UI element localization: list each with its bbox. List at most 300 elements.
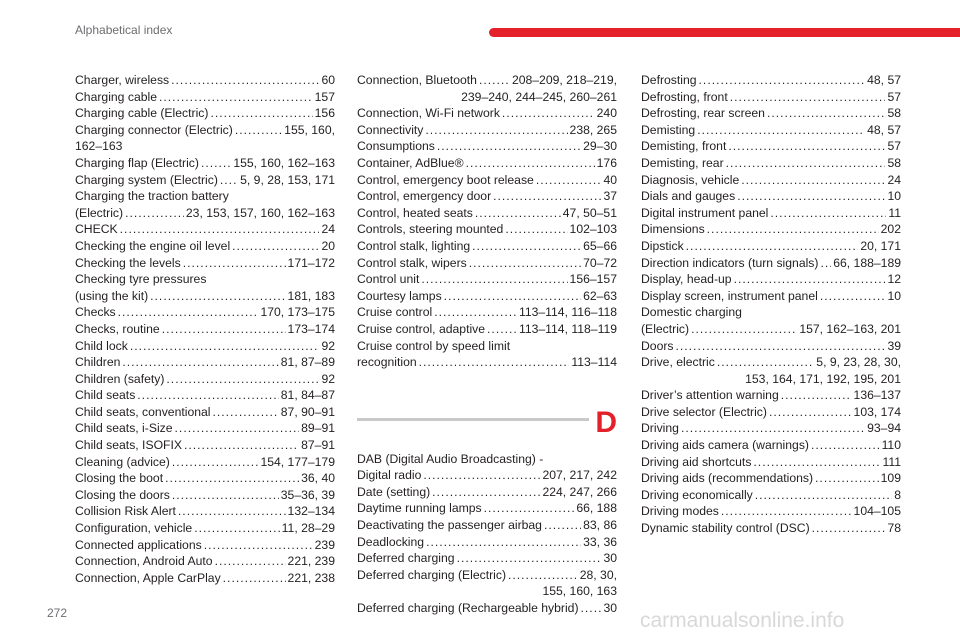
index-term: Driving modes xyxy=(641,504,719,519)
page-references[interactable]: 113–114, 116–118 xyxy=(518,305,617,320)
page-references[interactable]: 208–209, 218–219, xyxy=(511,73,617,87)
index-term: Dipstick xyxy=(641,238,684,253)
index-entry-line xyxy=(641,105,901,122)
dot-leader xyxy=(213,404,279,421)
index-entry-line xyxy=(75,570,335,587)
dot-leader xyxy=(755,487,892,504)
page-references[interactable]: 24 xyxy=(887,172,901,187)
index-entry-line xyxy=(75,387,335,404)
dot-leader xyxy=(223,570,286,587)
page-references[interactable]: 48, 57 xyxy=(867,73,901,87)
section-letter: D xyxy=(589,407,617,439)
dot-leader xyxy=(728,138,885,155)
index-term: Deferred charging (Electric) xyxy=(357,567,507,582)
dot-leader xyxy=(120,221,320,238)
page-references[interactable]: 132–134 xyxy=(287,504,335,519)
index-entry-line xyxy=(641,487,901,504)
index-entry xyxy=(641,255,901,272)
dot-leader xyxy=(697,122,865,139)
page-references[interactable]: 221, 239 xyxy=(287,554,335,569)
index-entry-line xyxy=(75,537,335,554)
page-references[interactable]: 89–91 xyxy=(301,421,335,436)
index-entry xyxy=(357,238,617,255)
page-references[interactable]: 111 xyxy=(882,454,901,469)
page-references[interactable]: 57 xyxy=(887,89,901,104)
dot-leader xyxy=(118,304,259,321)
index-entry xyxy=(641,221,901,238)
index-entry-line xyxy=(641,387,901,404)
index-entry xyxy=(75,371,335,388)
dot-leader xyxy=(125,205,184,222)
dot-leader xyxy=(232,238,319,255)
index-entry xyxy=(75,454,335,471)
index-entry-line xyxy=(75,371,335,388)
index-entry xyxy=(641,437,901,454)
index-term: Charger, wireless xyxy=(75,73,170,87)
page-references[interactable]: 20, 171 xyxy=(860,238,901,253)
index-term: recognition xyxy=(357,355,417,370)
page-references[interactable]: 202 xyxy=(880,222,901,237)
page-references[interactable]: 37 xyxy=(603,189,617,204)
index-entry-line xyxy=(357,321,617,338)
page-references[interactable]: 157 xyxy=(314,89,335,104)
page-references[interactable]: 239 xyxy=(314,537,335,552)
page-references[interactable]: 10 xyxy=(887,288,901,303)
dot-leader xyxy=(812,520,886,537)
index-entry xyxy=(357,255,617,272)
page-references[interactable]: 155, 160, 162–163 xyxy=(233,155,335,170)
page-references[interactable]: 156–157 xyxy=(569,272,617,287)
dot-leader xyxy=(707,221,879,238)
index-entry xyxy=(75,487,335,504)
page-references[interactable]: 240 xyxy=(596,106,617,121)
index-term: Children (safety) xyxy=(75,371,165,386)
index-entry xyxy=(357,221,617,238)
dot-leader xyxy=(437,138,581,155)
index-term: Deactivating the passenger airbag xyxy=(357,518,542,533)
page-references[interactable]: 113–114, 118–119 xyxy=(518,321,617,336)
dot-leader xyxy=(699,72,866,89)
index-term: Control, heated seats xyxy=(357,205,473,220)
page-references[interactable]: 93–94 xyxy=(867,421,901,436)
index-entry-line xyxy=(75,205,335,222)
index-entry-line xyxy=(641,255,901,272)
index-entry xyxy=(75,553,335,570)
dot-leader xyxy=(421,271,567,288)
index-term: Charging connector (Electric) xyxy=(75,122,233,137)
index-term: Controls, steering mounted xyxy=(357,222,504,237)
dot-leader xyxy=(175,420,300,437)
index-entry-line xyxy=(75,420,335,437)
index-entry xyxy=(641,89,901,106)
index-term: Defrosting xyxy=(641,73,697,87)
index-entry xyxy=(641,487,901,504)
index-term: Demisting, front xyxy=(641,139,727,154)
dot-leader xyxy=(423,467,540,484)
dot-leader xyxy=(686,238,859,255)
index-entry-line xyxy=(357,467,617,484)
index-entry-line xyxy=(75,304,335,321)
index-term: Control stalk, wipers xyxy=(357,255,467,270)
index-entry xyxy=(357,600,617,617)
index-entry xyxy=(641,454,901,471)
index-entry-line xyxy=(641,354,901,371)
page-references[interactable]: 5, 9, 23, 28, 30, xyxy=(816,355,901,370)
index-entry xyxy=(75,338,335,355)
index-entry-line xyxy=(357,122,617,139)
index-entry-line xyxy=(641,122,901,139)
index-entry xyxy=(75,271,335,304)
index-entry xyxy=(357,517,617,534)
dot-leader xyxy=(178,503,286,520)
index-term: Driving aids camera (warnings) xyxy=(641,438,809,453)
index-term: Charging system (Electric) xyxy=(75,172,218,187)
page-references[interactable]: 48, 57 xyxy=(867,122,901,137)
page-references[interactable]: 11 xyxy=(888,205,901,220)
index-entry xyxy=(641,404,901,421)
dot-leader xyxy=(159,89,313,106)
index-entry-line xyxy=(357,517,617,534)
dot-leader xyxy=(815,470,879,487)
dot-leader xyxy=(769,404,852,421)
page-references[interactable]: 109 xyxy=(880,471,901,486)
index-term: Checking the engine oil level xyxy=(75,238,231,253)
index-term: Driving xyxy=(641,421,679,436)
page-references[interactable]: 11, 28–29 xyxy=(281,521,335,536)
page-references[interactable]: 176 xyxy=(596,155,617,170)
index-entry-line xyxy=(641,520,901,537)
index-term: Children xyxy=(75,355,121,370)
page-references[interactable]: 173–174 xyxy=(287,321,335,336)
watermark: carmanualsonline.info xyxy=(640,609,845,632)
index-entry-line xyxy=(641,454,901,471)
index-entry-line xyxy=(75,503,335,520)
index-term: Driving economically xyxy=(641,487,753,502)
index-entry xyxy=(641,172,901,189)
section-divider xyxy=(357,418,617,421)
index-entry xyxy=(357,338,617,371)
index-entry-line xyxy=(75,221,335,238)
index-term: Date (setting) xyxy=(357,484,431,499)
index-term: Container, AdBlue® xyxy=(357,155,464,170)
index-entry-line xyxy=(357,567,617,584)
index-entry xyxy=(357,105,617,122)
index-term: (Electric) xyxy=(75,205,124,220)
page-references[interactable]: 24 xyxy=(321,222,335,237)
page-references[interactable]: 57 xyxy=(887,139,901,154)
index-term: Dimensions xyxy=(641,222,705,237)
index-entry-line xyxy=(641,420,901,437)
page-references[interactable]: 30 xyxy=(603,551,617,566)
index-term: Defrosting, front xyxy=(641,89,728,104)
index-term: Checks, routine xyxy=(75,321,160,336)
index-entry-line xyxy=(641,188,901,205)
page-references[interactable]: 70–72 xyxy=(583,255,617,270)
index-term: Direction indicators (turn signals) xyxy=(641,255,819,270)
page-references[interactable]: 36, 40 xyxy=(301,471,335,486)
dot-leader xyxy=(194,520,279,537)
index-entry xyxy=(641,354,901,387)
page-references[interactable]: 170, 173–175 xyxy=(260,305,335,320)
dot-leader xyxy=(753,454,880,471)
page-references[interactable]: 33, 36 xyxy=(583,534,617,549)
index-term: Dynamic stability control (DSC) xyxy=(641,521,810,536)
dot-leader xyxy=(505,221,567,238)
index-entry xyxy=(641,188,901,205)
page-references[interactable]: 10 xyxy=(887,189,901,204)
index-entry-line xyxy=(75,354,335,371)
index-column-3 xyxy=(641,72,901,537)
index-entry xyxy=(75,420,335,437)
dot-leader xyxy=(432,484,540,501)
index-term: (using the kit) xyxy=(75,288,149,303)
index-term: Digital radio xyxy=(357,468,422,483)
index-entry xyxy=(75,105,335,122)
index-entry xyxy=(75,72,335,89)
index-entry-line xyxy=(75,437,335,454)
dot-leader xyxy=(717,354,814,371)
index-entry-line xyxy=(357,221,617,238)
page-references[interactable]: 171–172 xyxy=(287,255,335,270)
page-references-continued[interactable]: 239–240, 244–245, 260–261 xyxy=(461,89,617,104)
index-entry-line xyxy=(357,534,617,551)
dot-leader xyxy=(811,437,880,454)
index-term: Driving aid shortcuts xyxy=(641,454,752,469)
index-entry xyxy=(75,188,335,221)
dot-leader xyxy=(165,470,299,487)
page-references[interactable]: 104–105 xyxy=(853,504,901,519)
index-entry-line xyxy=(641,437,901,454)
index-entry xyxy=(357,205,617,222)
index-entry xyxy=(357,72,617,105)
dot-leader xyxy=(820,288,886,305)
dot-leader xyxy=(734,271,886,288)
index-entry-prefix: Checking tyre pressures xyxy=(75,272,207,287)
index-entry-line xyxy=(641,321,901,338)
index-entry-line xyxy=(357,138,617,155)
index-term: Child seats, conventional xyxy=(75,404,211,419)
page-references[interactable]: 62–63 xyxy=(583,288,617,303)
index-entry-line xyxy=(357,72,617,89)
page-references[interactable]: 92 xyxy=(321,371,335,386)
index-term: Child lock xyxy=(75,338,128,353)
index-entry-line xyxy=(641,72,901,89)
index-entry-line xyxy=(641,138,901,155)
index-entry-line xyxy=(357,600,617,617)
index-entry-line xyxy=(75,487,335,504)
page-references[interactable]: 28, 30, xyxy=(579,567,617,582)
index-term: Display screen, instrument panel xyxy=(641,288,818,303)
page-references-continued[interactable]: 155, 160, 163 xyxy=(542,584,617,599)
page-references[interactable]: 157, 162–163, 201 xyxy=(799,321,901,336)
dot-leader xyxy=(130,338,320,355)
page-references[interactable]: 224, 247, 266 xyxy=(542,484,617,499)
index-entry-prefix: Cruise control by speed limit xyxy=(357,338,511,353)
index-entry xyxy=(641,138,901,155)
page-references[interactable]: 221, 238 xyxy=(287,570,335,585)
dot-leader xyxy=(676,338,886,355)
index-term: Display, head-up xyxy=(641,272,732,287)
index-entry-line xyxy=(641,89,901,106)
index-term: Control, emergency boot release xyxy=(357,172,534,187)
dot-leader xyxy=(426,534,581,551)
dot-leader xyxy=(741,172,885,189)
index-entry xyxy=(357,534,617,551)
index-entry-line xyxy=(75,255,335,272)
index-term: Connectivity xyxy=(357,122,424,137)
page-references[interactable]: 20 xyxy=(321,238,335,253)
section-heading-d xyxy=(357,391,617,451)
index-term: Checks xyxy=(75,305,116,320)
page-references[interactable]: 83, 86 xyxy=(583,518,617,533)
index-entry-line xyxy=(641,155,901,172)
page-references[interactable]: 40 xyxy=(603,172,617,187)
page-references[interactable]: 156 xyxy=(314,106,335,121)
dot-leader xyxy=(493,188,601,205)
index-entry xyxy=(641,238,901,255)
index-term: Deferred charging (Rechargeable hybrid) xyxy=(357,601,579,616)
dot-leader xyxy=(726,155,886,172)
index-entry xyxy=(75,437,335,454)
header-title: Alphabetical index xyxy=(75,23,173,37)
dot-leader xyxy=(469,255,581,272)
index-entry xyxy=(641,122,901,139)
index-term: (Electric) xyxy=(641,321,690,336)
index-entry-line xyxy=(357,500,617,517)
index-entry xyxy=(357,271,617,288)
dot-leader xyxy=(419,354,570,371)
dot-leader xyxy=(220,172,238,189)
page-references-continued[interactable]: 162–163 xyxy=(75,139,123,154)
index-entry xyxy=(75,520,335,537)
index-entry-line xyxy=(75,238,335,255)
index-entry-line xyxy=(75,553,335,570)
dot-leader xyxy=(172,454,259,471)
index-entry xyxy=(641,72,901,89)
dot-leader xyxy=(184,437,299,454)
index-entry-line xyxy=(75,520,335,537)
index-entry xyxy=(641,470,901,487)
page-references[interactable]: 154, 177–179 xyxy=(260,454,335,469)
page-references[interactable]: 30 xyxy=(603,601,617,616)
page-references[interactable]: 5, 9, 28, 153, 171 xyxy=(240,172,335,187)
index-entry xyxy=(75,304,335,321)
index-entry xyxy=(357,451,617,484)
index-term: Child seats, ISOFIX xyxy=(75,438,183,453)
page-references[interactable]: 66, 188 xyxy=(576,501,617,516)
index-entry xyxy=(75,570,335,587)
page-references[interactable]: 87, 90–91 xyxy=(280,404,335,419)
index-term: Closing the doors xyxy=(75,487,170,502)
index-entry xyxy=(641,155,901,172)
page-references[interactable]: 66, 188–189 xyxy=(833,255,901,270)
page-references[interactable]: 29–30 xyxy=(583,139,617,154)
page-references[interactable]: 103, 174 xyxy=(853,404,901,419)
page-references[interactable]: 23, 153, 157, 160, 162–163 xyxy=(185,205,335,220)
index-entry xyxy=(641,338,901,355)
page-references[interactable]: 92 xyxy=(321,338,335,353)
page-references[interactable]: 47, 50–51 xyxy=(562,205,617,220)
page-references[interactable]: 110 xyxy=(881,438,901,453)
header-accent-bar xyxy=(489,28,960,37)
page-references[interactable]: 207, 217, 242 xyxy=(542,468,617,483)
index-term: Defrosting, rear screen xyxy=(641,106,765,121)
index-entry xyxy=(641,503,901,520)
page-references[interactable]: 35–36, 39 xyxy=(280,487,335,502)
dot-leader xyxy=(730,89,886,106)
index-entry xyxy=(357,288,617,305)
index-term: Dials and gauges xyxy=(641,189,736,204)
index-entry-line xyxy=(357,354,617,371)
index-entry-line xyxy=(357,205,617,222)
index-entry-line xyxy=(357,188,617,205)
index-entry-line xyxy=(75,155,335,172)
page-references[interactable]: 58 xyxy=(887,106,901,121)
index-entry xyxy=(357,188,617,205)
index-entry-line xyxy=(75,404,335,421)
page-references[interactable]: 8 xyxy=(894,487,901,502)
index-entry-line xyxy=(357,238,617,255)
page-references[interactable]: 102–103 xyxy=(569,222,617,237)
dot-leader xyxy=(484,500,575,517)
dot-leader xyxy=(162,321,286,338)
page-references[interactable]: 87–91 xyxy=(301,438,335,453)
dot-leader xyxy=(681,420,865,437)
index-term: Cruise control xyxy=(357,305,433,320)
page-references[interactable]: 65–66 xyxy=(583,238,617,253)
page-references[interactable]: 113–114 xyxy=(571,355,617,370)
page-references[interactable]: 60 xyxy=(321,73,335,87)
index-entry xyxy=(75,221,335,238)
index-entry xyxy=(75,321,335,338)
index-entry-line xyxy=(641,338,901,355)
index-entry-line xyxy=(75,105,335,122)
page-references[interactable]: 81, 87–89 xyxy=(280,355,335,370)
page-references[interactable]: 81, 84–87 xyxy=(280,388,335,403)
index-term: Control, emergency door xyxy=(357,189,492,204)
page-references[interactable]: 136–137 xyxy=(853,388,901,403)
dot-leader xyxy=(479,72,510,89)
page-references[interactable]: 181, 183 xyxy=(287,288,335,303)
page-references[interactable]: 155, 160, xyxy=(284,122,335,137)
dot-leader xyxy=(171,72,319,89)
index-term: Charging flap (Electric) xyxy=(75,155,199,170)
index-entry xyxy=(75,537,335,554)
index-entry-line xyxy=(357,484,617,501)
index-entry-line xyxy=(75,172,335,189)
page-references[interactable]: 58 xyxy=(887,155,901,170)
index-entry xyxy=(641,105,901,122)
index-entry-line xyxy=(357,271,617,288)
index-entry-line xyxy=(641,470,901,487)
index-term: Closing the boot xyxy=(75,471,164,486)
index-term: Demisting, rear xyxy=(641,155,724,170)
page-references[interactable]: 39 xyxy=(887,338,901,353)
index-entry xyxy=(641,288,901,305)
index-entry xyxy=(75,89,335,106)
index-entry-line xyxy=(357,304,617,321)
index-entry-line xyxy=(357,550,617,567)
index-entry xyxy=(75,387,335,404)
dot-leader xyxy=(781,387,852,404)
dot-leader xyxy=(581,600,602,617)
page-references[interactable]: 78 xyxy=(887,521,901,536)
index-term: Connection, Android Auto xyxy=(75,554,213,569)
index-entry-line xyxy=(75,72,335,89)
page-references[interactable]: 12 xyxy=(887,272,901,287)
page-references[interactable]: 238, 265 xyxy=(569,122,617,137)
page-references-continued[interactable]: 153, 164, 171, 192, 195, 201 xyxy=(745,371,901,386)
